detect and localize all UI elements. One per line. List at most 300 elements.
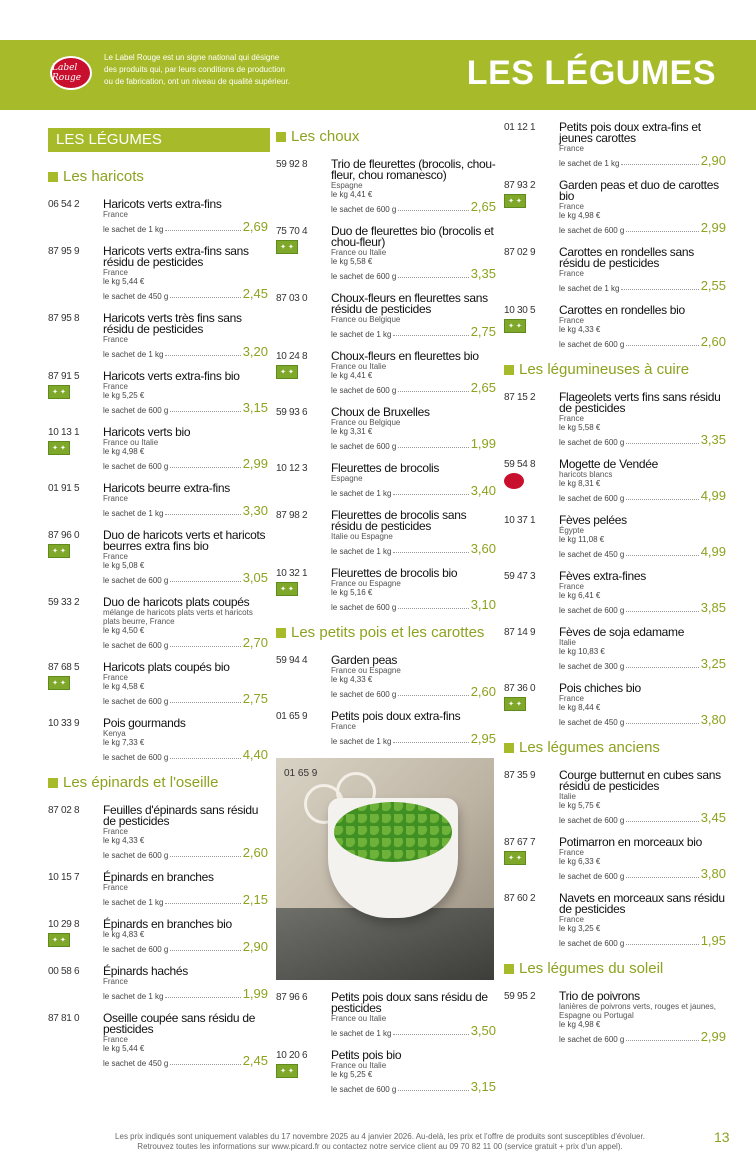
dotted-leader: [170, 411, 240, 412]
dotted-leader: [626, 1040, 698, 1041]
organic-stars-icon: ✦ ✦: [52, 937, 66, 944]
product-details: [559, 627, 726, 671]
package-size: le sachet de 1 kg: [103, 350, 164, 359]
product-code-block: [276, 1050, 331, 1094]
price-per-kg: le kg 4,33 €: [331, 675, 373, 684]
product-origin: France ou Italie: [331, 1061, 387, 1070]
price-line: [559, 544, 726, 559]
product-code: 87 96 6: [276, 992, 308, 1003]
product-code: 87 68 5: [48, 662, 80, 673]
package-size: le sachet de 1 kg: [331, 330, 392, 339]
product-origin: France ou Espagne: [331, 579, 401, 588]
dotted-leader: [626, 499, 698, 500]
product-code: 87 35 9: [504, 770, 536, 781]
product-name: Fleurettes de brocolis sans résidu de pesticides: [331, 508, 467, 533]
product-details: [559, 305, 726, 349]
price-line: [331, 266, 496, 281]
product-code: 59 33 2: [48, 597, 80, 608]
product-origin: Espagne: [331, 181, 363, 190]
label-rouge-info: Le Label Rouge est un signe national qui désigne des produits qui, par leurs conditions de production ou de fabrication, ont un niveau de qualité supérieur.: [104, 53, 290, 86]
organic-stars-icon: ✦ ✦: [508, 198, 522, 205]
product-code-block: [276, 351, 331, 395]
product-name: Trio de poivrons: [559, 989, 640, 1003]
product-price: 2,60: [470, 684, 496, 699]
product-code-block: [504, 459, 559, 503]
product-origin: Italie: [559, 638, 576, 647]
package-size: le sachet de 600 g: [559, 340, 625, 349]
product-name: Duo de haricots verts et haricots beurres extra fins bio: [103, 528, 266, 553]
section-bullet-icon: [504, 365, 514, 375]
product-item: [504, 837, 726, 881]
package-size: le sachet de 600 g: [331, 272, 397, 281]
product-details: [103, 483, 268, 518]
price-line: [331, 483, 496, 498]
eu-organic-leaf-icon: [276, 240, 298, 254]
package-size: le sachet de 1 kg: [559, 284, 620, 293]
product-name: Haricots verts extra-fins bio: [103, 369, 240, 383]
product-item: [48, 872, 268, 907]
product-price: 2,99: [242, 456, 268, 471]
organic-stars-icon: ✦ ✦: [280, 1068, 294, 1075]
price-line: [103, 892, 268, 907]
dotted-leader: [626, 231, 698, 232]
price-line: [559, 866, 726, 881]
product-code-block: [276, 655, 331, 699]
product-name: Duo de fleurettes bio (brocolis et chou-fleur): [331, 224, 494, 249]
product-price: 2,70: [242, 635, 268, 650]
section-title: Les choux: [291, 128, 360, 145]
dotted-leader: [626, 611, 698, 612]
dotted-leader: [621, 164, 698, 165]
package-size: le sachet de 450 g: [559, 550, 625, 559]
section-title: Les légumineuses à cuire: [519, 361, 690, 378]
dotted-leader: [165, 514, 240, 515]
product-code-block: [276, 159, 331, 214]
package-size: le sachet de 600 g: [103, 406, 169, 415]
product-code: 87 81 0: [48, 1013, 80, 1024]
product-code-block: [504, 991, 559, 1044]
product-code: 87 91 5: [48, 371, 80, 382]
price-line: [331, 597, 496, 612]
product-name: Fèves de soja edamame: [559, 625, 685, 639]
product-item: [276, 463, 496, 498]
price-line: [559, 600, 726, 615]
product-code-block: [48, 313, 103, 359]
footer-disclaimer: [50, 1132, 710, 1152]
eu-organic-leaf-icon: [48, 676, 70, 690]
price-per-kg: le kg 5,58 €: [331, 257, 373, 266]
product-details: [559, 837, 726, 881]
product-details: [103, 919, 268, 954]
product-name: Flageolets verts fins sans résidu de pesticides: [559, 390, 721, 415]
product-code: 87 15 2: [504, 392, 536, 403]
price-per-kg: le kg 6,33 €: [559, 857, 601, 866]
product-price: 3,35: [470, 266, 496, 281]
package-size: le sachet de 600 g: [331, 690, 397, 699]
product-details: [103, 246, 268, 301]
product-name: Feuilles d'épinards sans résidu de pesticides: [103, 803, 259, 828]
section-bullet-icon: [276, 628, 286, 638]
column-2: [276, 122, 496, 1106]
dotted-leader: [170, 856, 240, 857]
organic-stars-icon: ✦ ✦: [280, 244, 294, 251]
product-code-block: [276, 463, 331, 498]
product-item: [276, 351, 496, 395]
package-size: le sachet de 1 kg: [331, 547, 392, 556]
product-origin: France ou Italie: [331, 362, 387, 371]
product-code: 00 58 6: [48, 966, 80, 977]
price-per-kg: le kg 8,44 €: [559, 703, 601, 712]
product-item: [48, 530, 268, 585]
product-details: [331, 351, 496, 395]
product-name: Épinards en branches: [103, 870, 214, 884]
product-origin: France ou Italie: [103, 438, 159, 447]
product-name: Navets en morceaux sans résidu de pesticides: [559, 891, 725, 916]
product-code: 87 36 0: [504, 683, 536, 694]
price-line: [559, 432, 726, 447]
product-details: [103, 597, 268, 650]
product-code: 59 54 8: [504, 459, 536, 470]
product-code-block: [48, 597, 103, 650]
price-line: [103, 986, 268, 1001]
package-size: le sachet de 600 g: [331, 386, 397, 395]
product-code-block: [48, 427, 103, 471]
product-item: [48, 246, 268, 301]
product-code-block: [48, 371, 103, 415]
product-origin: France ou Italie: [331, 1014, 387, 1023]
package-size: le sachet de 1 kg: [331, 737, 392, 746]
product-origin: France: [103, 494, 128, 503]
product-code-block: [504, 683, 559, 727]
dotted-leader: [626, 555, 698, 556]
product-item: [48, 483, 268, 518]
dotted-leader: [393, 335, 468, 336]
product-item: [48, 662, 268, 706]
eu-organic-leaf-icon: [504, 319, 526, 333]
product-code-block: [276, 711, 331, 746]
product-price: 4,40: [242, 747, 268, 762]
price-per-kg: le kg 4,50 €: [103, 626, 145, 635]
product-name: Haricots verts extra-fins: [103, 197, 222, 211]
product-item: [276, 159, 496, 214]
dotted-leader: [170, 758, 240, 759]
price-line: [103, 286, 268, 301]
section-title: Les légumes du soleil: [519, 960, 664, 977]
package-size: le sachet de 600 g: [331, 205, 397, 214]
product-price: 3,15: [470, 1079, 496, 1094]
product-origin: Égypte: [559, 526, 584, 535]
product-code: 10 20 6: [276, 1050, 308, 1061]
dotted-leader: [170, 950, 240, 951]
dotted-leader: [398, 1090, 468, 1091]
eu-organic-leaf-icon: [48, 544, 70, 558]
package-size: le sachet de 600 g: [103, 945, 169, 954]
price-per-kg: le kg 10,83 €: [559, 647, 605, 656]
price-line: [331, 731, 496, 746]
eu-organic-leaf-icon: [48, 933, 70, 947]
product-price: 2,90: [242, 939, 268, 954]
product-code: 59 94 4: [276, 655, 308, 666]
product-item: [48, 371, 268, 415]
product-item: [48, 1013, 268, 1068]
product-code: 10 30 5: [504, 305, 536, 316]
product-item: [276, 568, 496, 612]
price-per-kg: le kg 5,16 €: [331, 588, 373, 597]
product-item: [504, 392, 726, 447]
product-details: [103, 371, 268, 415]
price-per-kg: le kg 4,58 €: [103, 682, 145, 691]
price-line: [103, 344, 268, 359]
product-details: [559, 515, 726, 559]
product-code-block: [504, 627, 559, 671]
product-details: [103, 530, 268, 585]
product-origin: France: [559, 202, 584, 211]
product-name: Courge butternut en cubes sans résidu de pesticides: [559, 768, 721, 793]
price-line: [331, 199, 496, 214]
product-code-block: [48, 662, 103, 706]
product-item: [276, 293, 496, 339]
package-size: le sachet de 450 g: [103, 1059, 169, 1068]
section-title: Les haricots: [63, 168, 144, 185]
price-line: [331, 684, 496, 699]
section-title: Les légumes anciens: [519, 739, 660, 756]
product-name: Épinards en branches bio: [103, 917, 232, 931]
price-line: [103, 747, 268, 762]
product-details: [559, 180, 726, 235]
product-code-block: [48, 199, 103, 234]
product-code: 87 02 9: [504, 247, 536, 258]
product-code: 01 91 5: [48, 483, 80, 494]
product-origin: France: [103, 977, 128, 986]
package-size: le sachet de 600 g: [559, 226, 625, 235]
eu-organic-leaf-icon: [504, 194, 526, 208]
section-bullet-icon: [48, 172, 58, 182]
package-size: le sachet de 600 g: [103, 641, 169, 650]
product-origin: Kenya: [103, 729, 126, 738]
product-price: 3,35: [700, 432, 726, 447]
product-name: Garden peas et duo de carottes bio: [559, 178, 719, 203]
product-origin: France: [103, 552, 128, 561]
product-item: [504, 770, 726, 825]
dotted-leader: [170, 702, 240, 703]
section-bullet-icon: [504, 743, 514, 753]
product-origin: mélange de haricots plats verts et haricots plats beurre, France: [103, 608, 253, 626]
price-per-kg: le kg 4,41 €: [331, 190, 373, 199]
product-price: 2,15: [242, 892, 268, 907]
organic-stars-icon: ✦ ✦: [52, 389, 66, 396]
page-header: [0, 40, 756, 110]
product-code-block: [504, 122, 559, 168]
category-title: LES LÉGUMES: [48, 128, 270, 152]
product-name: Épinards hachés: [103, 964, 188, 978]
product-name: Potimarron en morceaux bio: [559, 835, 702, 849]
price-per-kg: le kg 5,25 €: [103, 391, 145, 400]
package-size: le sachet de 450 g: [559, 718, 625, 727]
product-origin: France: [559, 316, 584, 325]
dotted-leader: [165, 903, 240, 904]
product-code-block: [276, 407, 331, 451]
package-size: le sachet de 600 g: [103, 697, 169, 706]
product-code: 10 29 8: [48, 919, 80, 930]
product-name: Petits pois doux extra-fins et jeunes carottes: [559, 120, 701, 145]
organic-stars-icon: ✦ ✦: [52, 680, 66, 687]
product-details: [103, 966, 268, 1001]
product-name: Trio de fleurettes (brocolis, chou-fleur, chou romanesco): [331, 157, 496, 182]
product-code: 87 98 2: [276, 510, 308, 521]
section-title: Les petits pois et les carottes: [291, 624, 485, 641]
product-origin: Espagne: [331, 474, 363, 483]
product-origin: Italie: [559, 792, 576, 801]
eu-organic-leaf-icon: [276, 582, 298, 596]
product-name: Petits pois doux sans résidu de pesticides: [331, 990, 488, 1015]
eu-organic-leaf-icon: [276, 365, 298, 379]
product-code: 59 92 8: [276, 159, 308, 170]
product-details: [331, 407, 496, 451]
cloth-shape: [276, 908, 494, 980]
product-origin: France: [559, 582, 584, 591]
price-per-kg: le kg 11,08 €: [559, 535, 605, 544]
product-origin: France: [559, 915, 584, 924]
price-per-kg: le kg 4,98 €: [103, 447, 145, 456]
price-line: [103, 219, 268, 234]
product-item: [48, 427, 268, 471]
product-origin: France ou Belgique: [331, 315, 401, 324]
product-code-block: [48, 483, 103, 518]
column-3: [504, 122, 726, 1056]
product-item: [504, 180, 726, 235]
price-per-kg: le kg 5,44 €: [103, 277, 145, 286]
product-details: [103, 427, 268, 471]
product-item: [276, 992, 496, 1038]
package-size: le sachet de 600 g: [559, 494, 625, 503]
dotted-leader: [626, 667, 698, 668]
product-details: [331, 226, 496, 281]
section-heading: [504, 960, 726, 977]
section-heading: [504, 361, 726, 378]
dotted-leader: [170, 646, 240, 647]
product-price: 3,25: [700, 656, 726, 671]
package-size: le sachet de 1 kg: [559, 159, 620, 168]
product-item: [48, 919, 268, 954]
product-code-block: [276, 226, 331, 281]
product-code: 06 54 2: [48, 199, 80, 210]
dotted-leader: [398, 608, 468, 609]
package-size: le sachet de 600 g: [559, 872, 625, 881]
product-code: 87 14 9: [504, 627, 536, 638]
product-origin: France ou Espagne: [331, 666, 401, 675]
product-code-block: [276, 293, 331, 339]
price-line: [559, 153, 726, 168]
product-details: [559, 122, 726, 168]
dotted-leader: [165, 355, 240, 356]
product-code-block: [504, 770, 559, 825]
package-size: le sachet de 600 g: [331, 1085, 397, 1094]
price-per-kg: le kg 4,98 €: [559, 1020, 601, 1029]
product-price: 3,15: [242, 400, 268, 415]
product-price: 4,99: [700, 544, 726, 559]
product-name: Fèves extra-fines: [559, 569, 646, 583]
product-origin: France: [103, 827, 128, 836]
price-line: [331, 324, 496, 339]
product-item: [48, 199, 268, 234]
organic-stars-icon: ✦ ✦: [508, 323, 522, 330]
product-details: [559, 247, 726, 293]
photo-product-code: 01 65 9: [284, 768, 318, 779]
product-code-block: [504, 180, 559, 235]
product-code-block: [504, 515, 559, 559]
price-per-kg: le kg 5,08 €: [103, 561, 145, 570]
product-details: [331, 159, 496, 214]
package-size: le sachet de 600 g: [559, 1035, 625, 1044]
package-size: le sachet de 600 g: [331, 442, 397, 451]
product-code-block: [48, 919, 103, 954]
product-code: 10 13 1: [48, 427, 80, 438]
product-item: [504, 247, 726, 293]
product-price: 3,20: [242, 344, 268, 359]
product-details: [331, 711, 496, 746]
product-details: [559, 683, 726, 727]
dotted-leader: [393, 742, 468, 743]
product-price: 1,99: [242, 986, 268, 1001]
product-code: 59 47 3: [504, 571, 536, 582]
page-number: 13: [714, 1129, 730, 1145]
product-name: Pois chiches bio: [559, 681, 641, 695]
product-code-block: [504, 837, 559, 881]
price-per-kg: le kg 5,75 €: [559, 801, 601, 810]
product-details: [559, 392, 726, 447]
package-size: le sachet de 450 g: [103, 292, 169, 301]
product-item: [504, 571, 726, 615]
price-per-kg: le kg 4,33 €: [103, 836, 145, 845]
product-name: Petits pois doux extra-fins: [331, 709, 461, 723]
product-details: [559, 459, 726, 503]
footer-line-1: Les prix indiqués sont uniquement valables du 17 novembre 2025 au 4 janvier 2026. Au-delà, les prix et l'offre de produits sont susceptibles d'évoluer.: [115, 1132, 645, 1141]
product-code: 87 93 2: [504, 180, 536, 191]
price-line: [559, 220, 726, 235]
product-code-block: [48, 872, 103, 907]
product-price: 3,05: [242, 570, 268, 585]
product-code-block: [48, 1013, 103, 1068]
product-name: Haricots verts très fins sans résidu de pesticides: [103, 311, 242, 336]
product-code: 10 12 3: [276, 463, 308, 474]
product-item: [504, 627, 726, 671]
price-line: [559, 278, 726, 293]
product-item: [504, 305, 726, 349]
product-details: [331, 992, 496, 1038]
product-name: Haricots plats coupés bio: [103, 660, 230, 674]
product-code-block: [504, 893, 559, 948]
price-per-kg: le kg 6,41 €: [559, 591, 601, 600]
section-heading: [276, 128, 496, 145]
label-rouge-logo-text: Label Rouge: [52, 63, 82, 83]
package-size: le sachet de 1 kg: [103, 898, 164, 907]
dotted-leader: [626, 443, 698, 444]
section-heading: [48, 168, 268, 185]
product-name: Haricots verts bio: [103, 425, 191, 439]
product-details: [559, 893, 726, 948]
dotted-leader: [393, 1034, 468, 1035]
eu-organic-leaf-icon: [504, 851, 526, 865]
product-origin: France: [331, 722, 356, 731]
eu-organic-leaf-icon: [504, 697, 526, 711]
product-name: Oseille coupée sans résidu de pesticides: [103, 1011, 256, 1036]
product-details: [103, 872, 268, 907]
product-code: 10 15 7: [48, 872, 80, 883]
organic-stars-icon: ✦ ✦: [508, 855, 522, 862]
price-line: [103, 845, 268, 860]
product-name: Fleurettes de brocolis: [331, 461, 440, 475]
price-line: [103, 456, 268, 471]
